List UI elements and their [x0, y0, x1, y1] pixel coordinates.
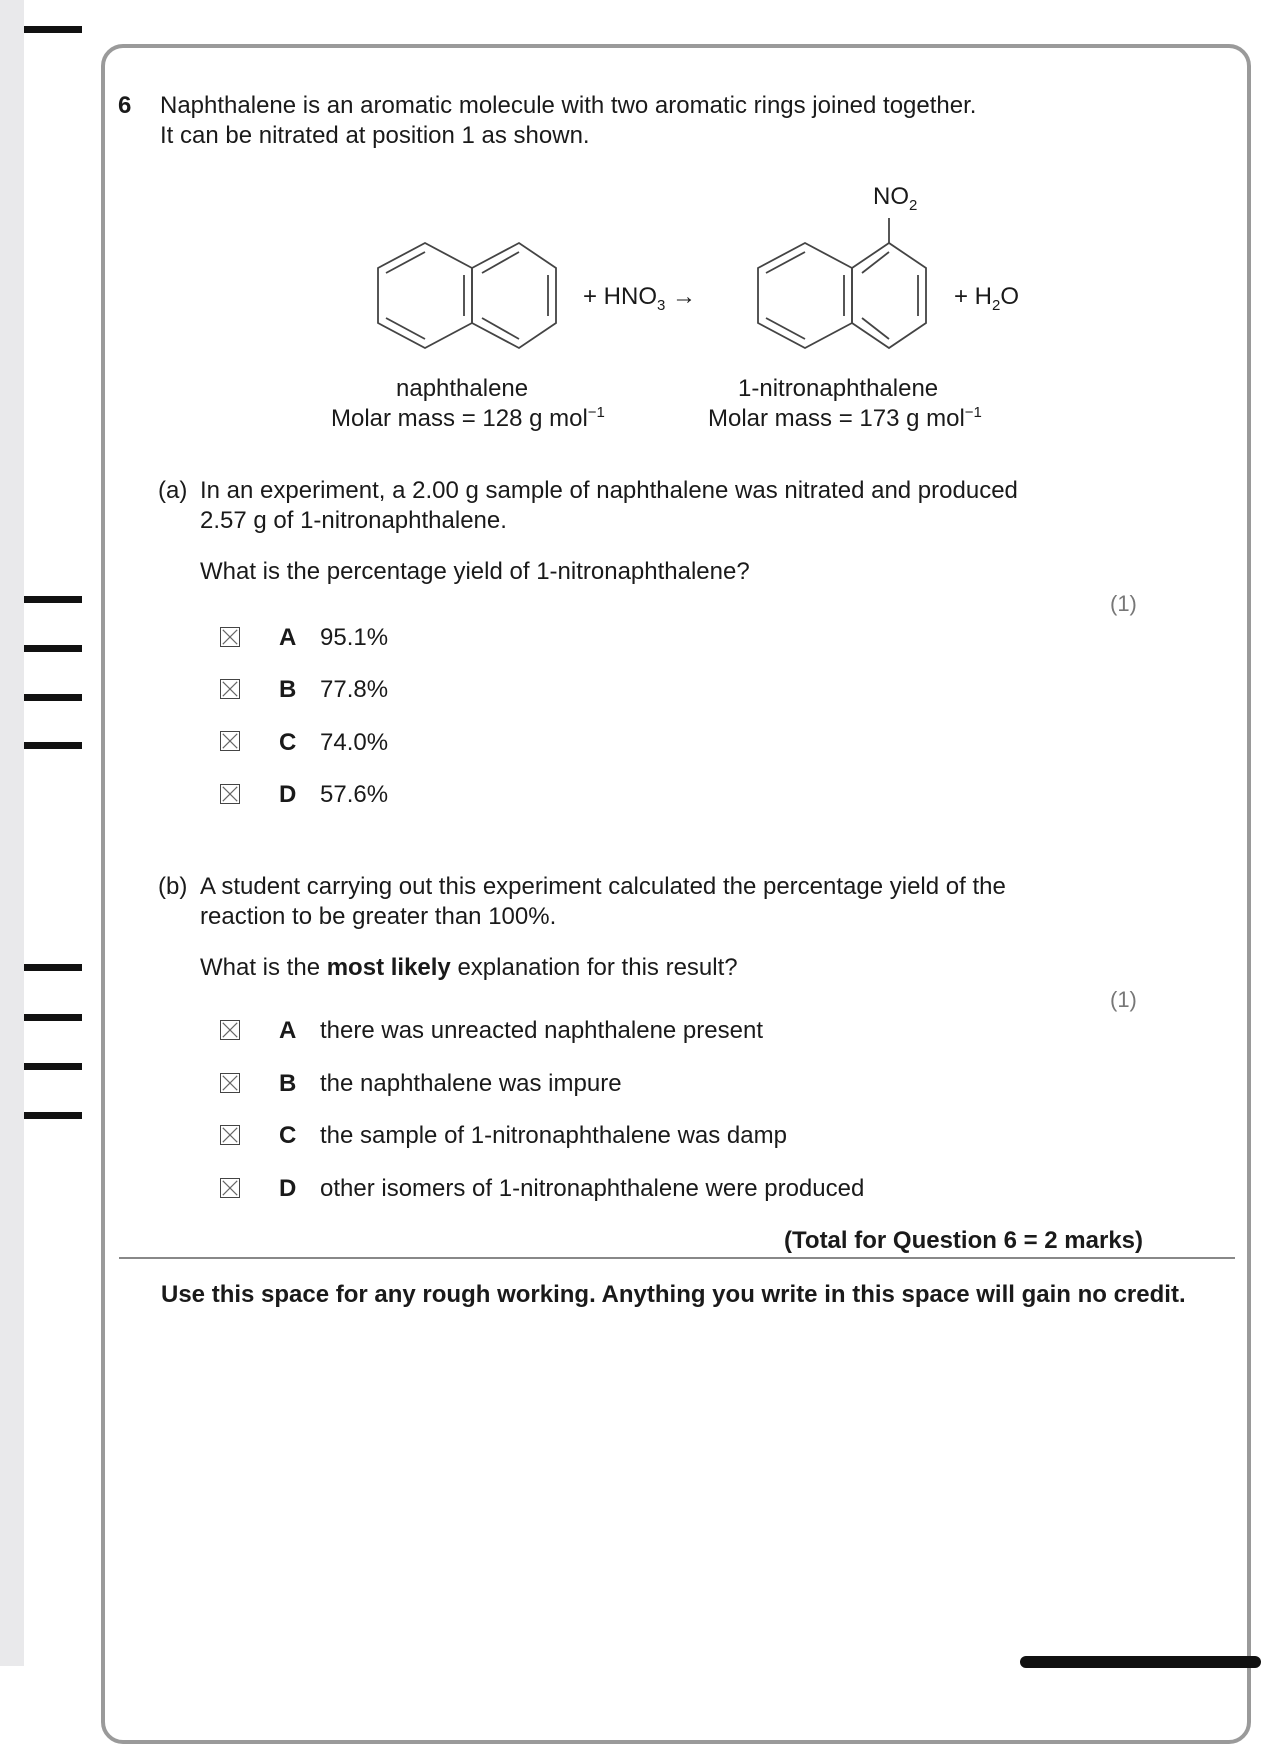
- reactant-name: naphthalene: [396, 375, 529, 402]
- checkbox[interactable]: [220, 731, 240, 751]
- option-text: other isomers of 1-nitronaphthalene were produced: [320, 1175, 865, 1202]
- option-text: the naphthalene was impure: [320, 1070, 622, 1097]
- option-letter: C: [279, 1122, 297, 1149]
- part-a-question: What is the percentage yield of 1-nitronaphthalene?: [200, 558, 750, 585]
- part-b-line1: A student carrying out this experiment calculated the percentage yield of the: [200, 873, 1006, 900]
- margin-mark: [24, 964, 82, 971]
- option-text: the sample of 1-nitronaphthalene was damp: [320, 1122, 787, 1149]
- part-a-line2: 2.57 g of 1-nitronaphthalene.: [200, 507, 507, 534]
- option-letter: B: [279, 1070, 297, 1097]
- option-text: 77.8%: [320, 676, 389, 703]
- option-text: 57.6%: [320, 781, 389, 808]
- substituent-no2: $NO_2$: [873, 183, 918, 214]
- checkbox[interactable]: [220, 1020, 240, 1040]
- option-letter: C: [279, 729, 297, 756]
- question-intro-line1: Naphthalene is an aromatic molecule with two aromatic rings joined together.: [160, 92, 977, 119]
- rough-working-notice: Use this space for any rough working. Anything you write in this space will gain no credit.: [161, 1281, 1186, 1308]
- margin-mark: [24, 742, 82, 749]
- part-b-question: What is the most likely explanation for this result?: [200, 954, 738, 981]
- option-letter: D: [279, 1175, 297, 1202]
- option-letter: D: [279, 781, 297, 808]
- part-a-marks: (1): [1110, 591, 1137, 616]
- margin-mark: [24, 596, 82, 603]
- naphthalene-structure: [370, 240, 560, 355]
- question-total: (Total for Question 6 = 2 marks): [784, 1227, 1143, 1254]
- checkbox[interactable]: [220, 1178, 240, 1198]
- checkbox[interactable]: [220, 679, 240, 699]
- margin-mark: [24, 645, 82, 652]
- option-letter: A: [279, 624, 297, 651]
- option-text: 95.1%: [320, 624, 389, 651]
- checkbox[interactable]: [220, 784, 240, 804]
- reactant-molar-mass: Molar mass = 128 g mol$^{-1}$: [331, 404, 605, 432]
- divider: [119, 1257, 1235, 1259]
- reagent-hno3: + $HNO_3$ →: [583, 283, 697, 314]
- option-text: 74.0%: [320, 729, 389, 756]
- question-intro-line2: It can be nitrated at position 1 as shown.: [160, 122, 590, 149]
- margin-mark: [24, 1014, 82, 1021]
- page-edge-strip: [0, 0, 24, 1666]
- option-letter: A: [279, 1017, 297, 1044]
- margin-mark: [24, 1063, 82, 1070]
- checkbox[interactable]: [220, 1073, 240, 1093]
- part-b-label: (b): [158, 873, 188, 900]
- question-number: 6: [118, 92, 132, 119]
- checkbox[interactable]: [220, 1125, 240, 1145]
- part-a-label: (a): [158, 477, 188, 504]
- part-b-marks: (1): [1110, 987, 1137, 1012]
- checkbox[interactable]: [220, 627, 240, 647]
- option-letter: B: [279, 676, 297, 703]
- byproduct-water: + $H_2O$: [954, 283, 1020, 314]
- part-b-line2: reaction to be greater than 100%.: [200, 903, 557, 930]
- nitronaphthalene-structure: [750, 218, 940, 358]
- product-molar-mass: Molar mass = 173 g mol$^{-1}$: [708, 404, 982, 432]
- margin-mark: [24, 1112, 82, 1119]
- option-text: there was unreacted naphthalene present: [320, 1017, 763, 1044]
- margin-mark: [24, 26, 82, 33]
- part-a-line1: In an experiment, a 2.00 g sample of naphthalene was nitrated and produced: [200, 477, 1018, 504]
- product-name: 1-nitronaphthalene: [738, 375, 939, 402]
- bottom-indicator: [1020, 1656, 1261, 1668]
- margin-mark: [24, 694, 82, 701]
